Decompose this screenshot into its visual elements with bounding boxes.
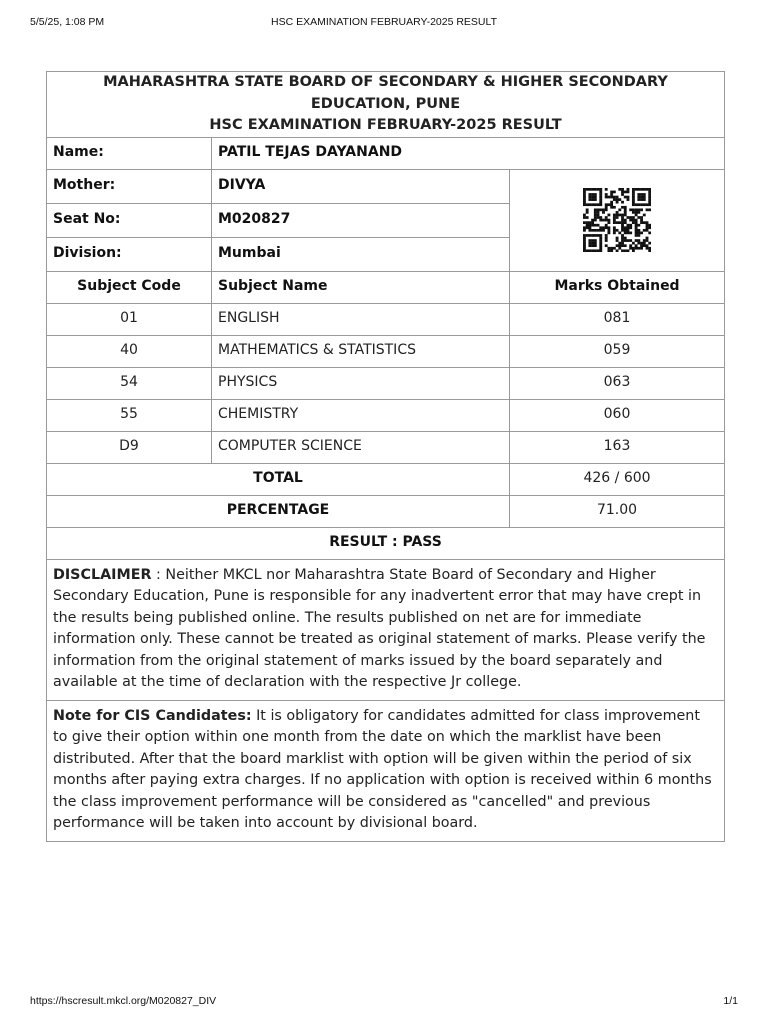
table-row <box>47 335 725 367</box>
table-row <box>47 399 725 431</box>
page-number: 1/1 <box>723 995 738 1007</box>
division-label: Division: <box>47 237 212 271</box>
result-table <box>46 71 725 842</box>
subject-code: 01 <box>47 303 212 335</box>
disclaimer-text: : Neither MKCL nor Maharashtra State Board of Secondary and Higher Secondary Education, Pune is responsible for any inadvertent error that may have crept in the results being published online. The results published on net are for immediate information only. These cannot be treated as original statement of marks. Please verify the information from the original statement of marks issued by the board separately and available at the time of declaration with the respective Jr college. <box>53 566 706 690</box>
print-footer <box>30 995 738 1009</box>
table-row <box>47 431 725 463</box>
percentage-row <box>47 495 725 527</box>
student-name: PATIL TEJAS DAYANAND <box>212 137 725 169</box>
disclaimer-label: DISCLAIMER <box>53 566 152 583</box>
print-doc-title: HSC EXAMINATION FEBRUARY-2025 RESULT <box>270 16 497 28</box>
seat-label: Seat No: <box>47 203 212 237</box>
subject-marks: 081 <box>510 303 725 335</box>
subject-name: PHYSICS <box>212 367 510 399</box>
subject-code: D9 <box>47 431 212 463</box>
total-row <box>47 463 725 495</box>
print-header <box>30 16 738 30</box>
percentage-value: 71.00 <box>510 495 725 527</box>
marks-header-row <box>47 271 725 303</box>
subject-name: ENGLISH <box>212 303 510 335</box>
subject-name: CHEMISTRY <box>212 399 510 431</box>
print-datetime: 5/5/25, 1:08 PM <box>30 16 105 28</box>
subject-marks: 060 <box>510 399 725 431</box>
result-row <box>47 527 725 559</box>
qr-cell <box>510 169 725 271</box>
table-row <box>47 367 725 399</box>
cis-note <box>47 700 725 841</box>
board-header-row <box>47 72 725 138</box>
subject-code: 54 <box>47 367 212 399</box>
col-header-subject-code: Subject Code <box>47 271 212 303</box>
col-header-subject-name: Subject Name <box>212 271 510 303</box>
mother-row <box>47 169 725 203</box>
division-value: Mumbai <box>212 237 510 271</box>
total-value: 426 / 600 <box>510 463 725 495</box>
disclaimer-row <box>47 559 725 700</box>
exam-title: HSC EXAMINATION FEBRUARY-2025 RESULT <box>209 117 562 133</box>
board-header <box>47 72 725 138</box>
seat-number: M020827 <box>212 203 510 237</box>
col-header-marks: Marks Obtained <box>510 271 725 303</box>
total-label: TOTAL <box>47 463 510 495</box>
result-status: RESULT : PASS <box>47 527 725 559</box>
subject-marks: 063 <box>510 367 725 399</box>
name-label: Name: <box>47 137 212 169</box>
mother-label: Mother: <box>47 169 212 203</box>
cis-note-row <box>47 700 725 841</box>
subject-code: 40 <box>47 335 212 367</box>
cis-note-label: Note for CIS Candidates: <box>53 707 252 724</box>
subject-name: MATHEMATICS & STATISTICS <box>212 335 510 367</box>
percentage-label: PERCENTAGE <box>47 495 510 527</box>
table-row <box>47 303 725 335</box>
cis-note-text: It is obligatory for candidates admitted for class improvement to give their option within one month from the date on which the marklist have been distributed. After that the board marklist with option will be given within the period of six months after paying extra charges. If no application with option is received within 6 months the class improvement performance will be considered as "cancelled" and previous performance will be taken into account by divisional board. <box>53 707 712 831</box>
subject-code: 55 <box>47 399 212 431</box>
name-row <box>47 137 725 169</box>
page-url: https://hscresult.mkcl.org/M020827_DIV <box>30 995 217 1007</box>
mother-name: DIVYA <box>212 169 510 203</box>
subject-marks: 059 <box>510 335 725 367</box>
board-name: MAHARASHTRA STATE BOARD OF SECONDARY & HIGHER SECONDARY EDUCATION, PUNE <box>103 74 668 112</box>
disclaimer <box>47 559 725 700</box>
subject-marks: 163 <box>510 431 725 463</box>
subject-name: COMPUTER SCIENCE <box>212 431 510 463</box>
qr-code-icon <box>583 188 651 252</box>
